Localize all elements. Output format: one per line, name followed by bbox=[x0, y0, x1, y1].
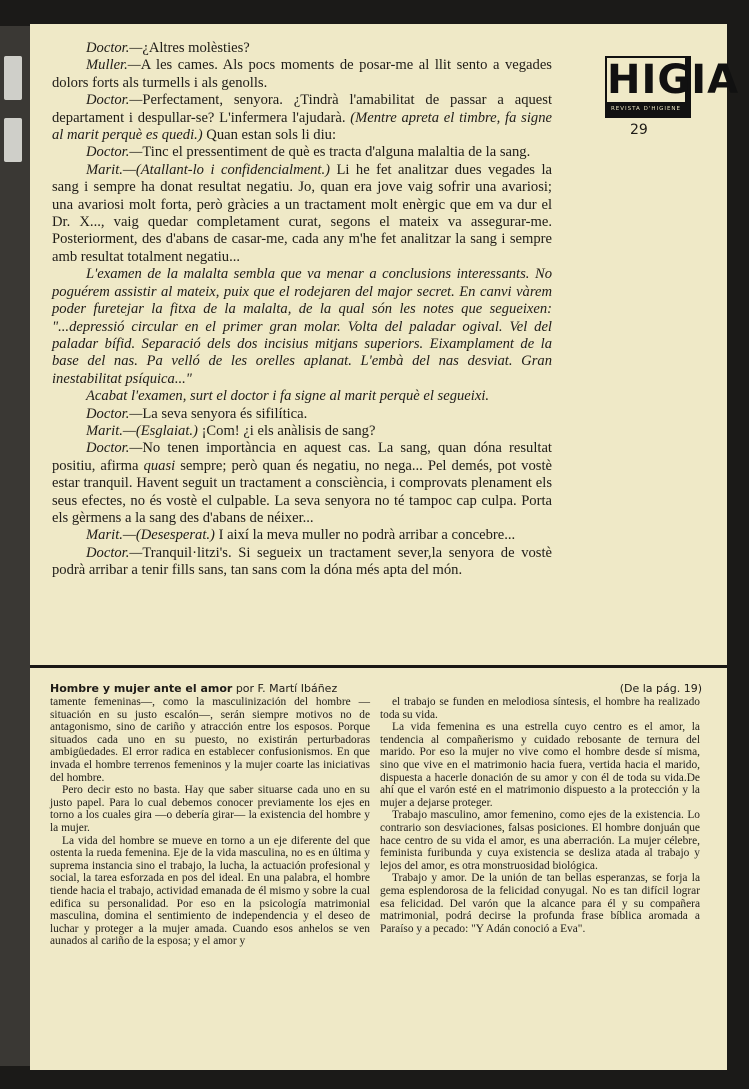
dialogue-text-line: A les cames. Als pocs moments de posar-me al llit sento a vegades dolors forts als turmells i als genolls. bbox=[52, 57, 552, 91]
higia-logo bbox=[605, 56, 740, 118]
dialogue-line bbox=[52, 545, 552, 580]
article-section bbox=[50, 682, 702, 948]
speaker-label: Marit.— bbox=[86, 422, 136, 439]
article-paragraph: La vida del hombre se mueve en torno a un eje diferente del que ostenta la rueda femenina. Eje de la vida masculina, no es en última y suprema instancia sino el trabajo, la lucha, la actuación profesional y social, la tarea esforzada en pos del ideal. En una palabra, el hombre tiende hacia el trabajo, actividad emanada de él mismo y sobre la cual edifica su personalidad. Por eso en la psicología matrimonial masculina, domina el sentimiento de independencia y el deseo de luchar y proteger a la mujer amada. Cuando esos anhelos se ven aunados al cariño de la esposa; y el amor y bbox=[50, 834, 370, 948]
article-page-ref: (De la pág. 19) bbox=[619, 682, 702, 695]
dialogue-text-line: Perfectament, senyora. ¿Tindrà l'amabilitat de passar a aquest departament i despullar-se? L'infermera l'ajudarà. bbox=[52, 92, 552, 126]
magazine-page bbox=[30, 24, 740, 1070]
speaker-label: Doctor.— bbox=[86, 40, 143, 56]
article-paragraph: tamente femeninas—, como la masculinización del hombre —situación en su justo escalón—, serán siempre motivos no de antagonismo, sino de cariño y atracción entre los esposos. Porque situados cada uno en su puesto, no existirán perturbadoras ambigüedades. El error radica en establecer confusionismos. En que invada el hombre terrenos femeninos y la mujer coarte las iniciativas del hombre. bbox=[50, 696, 370, 784]
article-byline: por F. Martí Ibáñez bbox=[235, 682, 338, 695]
dialogue-text-line: ¡Com! ¿i els anàlisis de sang? bbox=[201, 422, 376, 439]
dialogue-line bbox=[52, 57, 552, 92]
dialogue-text-line: No tenen importància en aquest cas. La sang, quan dóna resultat positiu, afirma bbox=[52, 440, 552, 474]
article-paragraph: el trabajo se funden en melodiosa síntesis, el hombre ha realizado toda su vida. bbox=[380, 696, 700, 721]
dialogue-text-line: Tranquil·litzi's. Si segueix un tractament sever,la senyora de vostè podrà arribar a tenir fills sans, tan sans com la dóna més apta del món. bbox=[52, 544, 552, 579]
dialogue-line bbox=[52, 388, 552, 405]
speaker-label: Doctor.— bbox=[86, 440, 143, 457]
dialogue-line bbox=[52, 527, 552, 544]
dialogue-text-line: La seva senyora és sifilítica. bbox=[142, 405, 308, 422]
stage-direction: (Esglaiat.) bbox=[135, 422, 198, 439]
stage-direction: quasi bbox=[143, 457, 176, 474]
stage-direction: (Mentre apreta el timbre, fa signe al marit perquè es quedi.) bbox=[52, 109, 552, 144]
logo-letters: HIGIA bbox=[607, 57, 740, 103]
dialogue-line bbox=[52, 144, 552, 161]
dialogue-line bbox=[52, 423, 552, 440]
article-paragraph: Trabajo masculino, amor femenino, como ejes de la existencia. Lo contrario son desviaciones, falsas posiciones. El hombre donjuán que hace centro de su vida el amor, es una aberración. La mujer célebre, feminista furibunda y cuya existencia se desliza atada al trabajo y lejos del amor, es otra monstruosidad biológica. bbox=[380, 809, 700, 872]
dialogue-section bbox=[30, 24, 740, 669]
article-paragraph: Trabajo y amor. De la unión de tan bellas esperanzas, se forja la gema esplendorosa de la felicidad conyugal. No es tan difícil lograr esa felicidad. Del varón que la alcance para él y su compañera matrimonial, podrá decirse la profunda frase bíblica aromada a Paraíso y a pecado: "Y Adán conoció a Eva". bbox=[380, 872, 700, 935]
logo-subtitle: REVISTA D'HIGIENE bbox=[610, 106, 682, 112]
dialogue-text-line: Li he fet analitzar dues vegades la sang i sempre ha donat resultat negatiu. Jo, quan era jove vaig sofrir una avariosi; una avariosi molt forta, però gràcies a un tractament molt enèrgic que em va dur el Dr. X..., vaig quedar completament curat, segons el mateix va assegurar-me. Posteriorment, des d'abans de casar-me, cada any m'he fet analitzar la sang i sempre amb resultat totalment negatiu... bbox=[52, 161, 552, 265]
article-column-right bbox=[380, 696, 700, 935]
narration-text: L'examen de la malalta sembla que va menar a conclusions interessants. No poguérem assistir al mateix, puix que el rodejaren del major secret. En canvi vàrem poder furetejar la fitxa de la malalta, de la qual són les notes que segueixen: "...depressió circular en el primer gran molar. Volta del paladar ogival. Vel del paladar bífid. Separació dels dos incisius mitjans superiors. Eixamplament de la base del nas. Pa velló de les orelles aplanat. L'embà del nas desviat. Gran inestabilitat psíquica..." bbox=[52, 266, 552, 387]
speaker-label: Marit.— bbox=[86, 527, 136, 544]
article-title: Hombre y mujer ante el amor bbox=[50, 682, 233, 695]
stage-direction: (Atallant-lo i confidencialment.) bbox=[135, 161, 330, 178]
dialogue-text-line: ¿Altres molèsties? bbox=[142, 40, 250, 56]
dialogue-line bbox=[52, 440, 552, 527]
speaker-label: Doctor.— bbox=[86, 144, 143, 161]
dialogue-line bbox=[52, 92, 552, 144]
speaker-label: Doctor.— bbox=[86, 405, 143, 422]
dialogue-line bbox=[52, 162, 552, 266]
dialogue-line bbox=[52, 266, 552, 388]
section-divider bbox=[30, 665, 727, 668]
dialogue-text-cont: Quan estan sols li diu: bbox=[206, 127, 337, 144]
binding-stripe bbox=[4, 118, 22, 162]
dialogue-line bbox=[52, 40, 552, 57]
narration-text: Acabat l'examen, surt el doctor i fa signe al marit perquè el segueixi. bbox=[86, 388, 490, 405]
speaker-label: Doctor.— bbox=[86, 92, 143, 109]
article-paragraph: Pero decir esto no basta. Hay que saber situarse cada uno en su justo papel. Para lo cual debemos conocer previamente los ejes en torno a los cuales gira —o debería girar— la existencia del hombre y la mujer. bbox=[50, 784, 370, 834]
dialogue-text-line: I així la meva muller no podrà arribar a concebre... bbox=[218, 527, 516, 544]
binding-edge bbox=[0, 26, 30, 1066]
dialogue-text-cont: sempre; però quan és negatiu, no nega... Pel demés, pot vostè estar tranquil. Havent seguit un tractament a consciència, i comprovats plenament els seus efectes, no és vostè el culpable. La seva senyora no té tampoc cap culpa. Porta els gèrmens a la sang des d'abans de néixer... bbox=[52, 457, 552, 526]
binding-stripe bbox=[4, 56, 22, 100]
speaker-label: Muller.— bbox=[86, 57, 141, 74]
dialogue-text bbox=[52, 40, 552, 580]
article-paragraph: La vida femenina es una estrella cuyo centro es el amor, la tendencia al compañerismo y cuidado rebosante de ternura del marido. Por eso la mujer no vive como el hombre desde sí misma, sino que vive en el matrimonio hacia fuera, vertida hacia el marido, dispuesta a hacerle donación de su amor y con él de toda su vida.De ahí que el varón esté en el matrimonio dispuesto a la protección y la mujer a dejarse proteger. bbox=[380, 721, 700, 809]
dialogue-text-line: Tinc el pressentiment de què es tracta d'alguna malaltia de la sang. bbox=[142, 144, 531, 161]
article-column-left bbox=[50, 696, 370, 948]
speaker-label: Doctor.— bbox=[86, 544, 143, 561]
page-number: 29 bbox=[630, 122, 648, 138]
speaker-label: Marit.— bbox=[86, 161, 136, 178]
dialogue-line bbox=[52, 406, 552, 423]
stage-direction: (Desesperat.) bbox=[135, 527, 215, 544]
